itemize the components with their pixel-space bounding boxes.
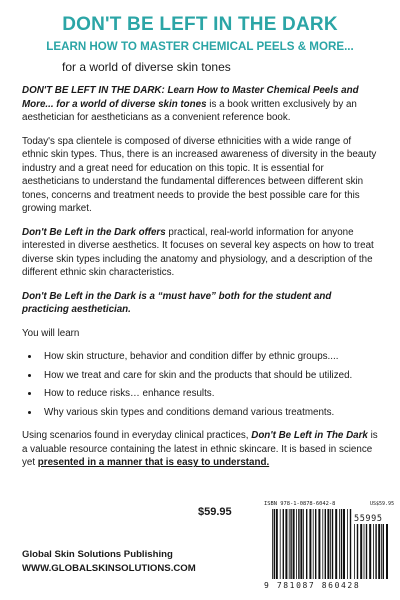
closing-text-1: Using scenarios found in everyday clinical practices, <box>22 430 252 442</box>
barcode-bar <box>315 509 316 579</box>
intro-text: is a book written exclusively by an aesthetician for aestheticians as a convenient reference book. <box>22 98 357 124</box>
barcode-bar <box>285 509 287 579</box>
barcode-bar <box>325 509 326 579</box>
must-have-paragraph: Don't Be Left in the Dark is a “must have” both for the student and practicing aesthetician. <box>22 290 332 316</box>
list-item: • How we treat and care for skin and the products that should be utilized. <box>40 369 379 383</box>
price-label: $59.95 <box>198 506 232 518</box>
barcode-bar <box>360 524 362 579</box>
barcode-bar <box>339 509 340 579</box>
barcode-bar <box>366 524 367 579</box>
barcode-bar <box>289 509 290 579</box>
barcode-bar <box>322 509 323 579</box>
diversity-paragraph: Today's spa clientele is composed of diverse ethnicities with a wide range of ethnic skin types. Thus, there is an increased awareness of diversity in the beauty industry and a great need for education on this topic. It is essential for aestheticians to understand the fundamental differences between different skin tones, concerns and treatment needs to provide the best possible care for this growing market. <box>22 135 377 215</box>
barcode-bar <box>283 509 284 579</box>
closing-title: Don't Be Left in The Dark <box>251 430 368 442</box>
barcode-bar <box>330 509 331 579</box>
barcode-bar <box>341 509 342 579</box>
barcode-bar <box>354 524 355 579</box>
book-tagline: for a world of diverse skin tones <box>62 60 231 74</box>
barcode-bar <box>343 509 345 579</box>
ean-right-digits: 860428 <box>321 581 361 590</box>
barcode-bar <box>306 509 307 579</box>
barcode-bar <box>280 509 281 579</box>
barcode-bar <box>375 524 376 579</box>
barcode-bar <box>383 524 384 579</box>
barcode-price-code: US$59.95 <box>370 501 395 507</box>
barcode-bar <box>309 509 311 579</box>
ean-digits <box>264 581 360 590</box>
barcode-bar <box>357 524 358 579</box>
publisher-website: WWW.GLOBALSKINSOLUTIONS.COM <box>22 562 196 574</box>
list-item: • Why various skin types and conditions demand various treatments. <box>40 406 379 420</box>
ean-first-digit: 9 <box>264 581 271 590</box>
barcode-bar <box>298 509 299 579</box>
barcode-bar <box>378 524 380 579</box>
ean-left-digits: 781087 <box>276 581 316 590</box>
barcode-bar <box>303 509 304 579</box>
addon-digits: 55995 <box>354 514 383 524</box>
barcode-bar <box>313 509 314 579</box>
barcode-bar <box>386 524 388 579</box>
book-subtitle: LEARN HOW TO MASTER CHEMICAL PEELS & MORE... <box>46 40 354 53</box>
offers-text: practical, real-world information for anyone interested in diverse aesthetics. It focuses on several key aspects on how to treat diverse skin types including the anatomy and physiology, and a description of the different ethnic skin characteristics. <box>22 226 374 279</box>
closing-emphasis: presented in a manner that is easy to understand. <box>37 457 270 469</box>
barcode-bar <box>364 524 365 579</box>
barcode-bar <box>276 509 278 579</box>
intro-title: DON'T BE LEFT IN THE DARK: Learn How to Master Chemical Peels and More... for a world of diverse skin tones <box>22 85 359 110</box>
learn-lead: You will learn <box>22 327 80 339</box>
isbn-number: ISBN 978-1-0878-6042-8 <box>264 501 336 507</box>
barcode-bar <box>296 509 297 579</box>
barcode-bar <box>381 524 382 579</box>
book-title: DON'T BE LEFT IN THE DARK <box>62 14 338 35</box>
barcode-bar <box>318 509 320 579</box>
barcode-bar <box>347 509 348 579</box>
offers-lead: Don't Be Left in the Dark offers <box>22 226 166 238</box>
barcode-bar <box>293 509 295 579</box>
barcode-bar <box>332 509 333 579</box>
barcode-bar <box>290 509 291 579</box>
barcode-bar <box>274 509 275 579</box>
barcode-bar <box>350 509 351 579</box>
barcode-bar <box>369 524 371 579</box>
closing-text-2: is a valuable resource containing the latest in ethnic skincare. It is based in science yet <box>22 430 378 469</box>
barcode-bar <box>300 509 302 579</box>
barcode-bar <box>335 509 337 579</box>
list-item: • How to reduce risks… enhance results. <box>40 387 379 401</box>
barcode-bar <box>373 524 374 579</box>
publisher-name: Global Skin Solutions Publishing <box>22 549 173 560</box>
barcode-bar <box>272 509 273 579</box>
barcode-bar <box>327 509 329 579</box>
list-item: • How skin structure, behavior and condition differ by ethnic groups.... <box>40 350 379 364</box>
